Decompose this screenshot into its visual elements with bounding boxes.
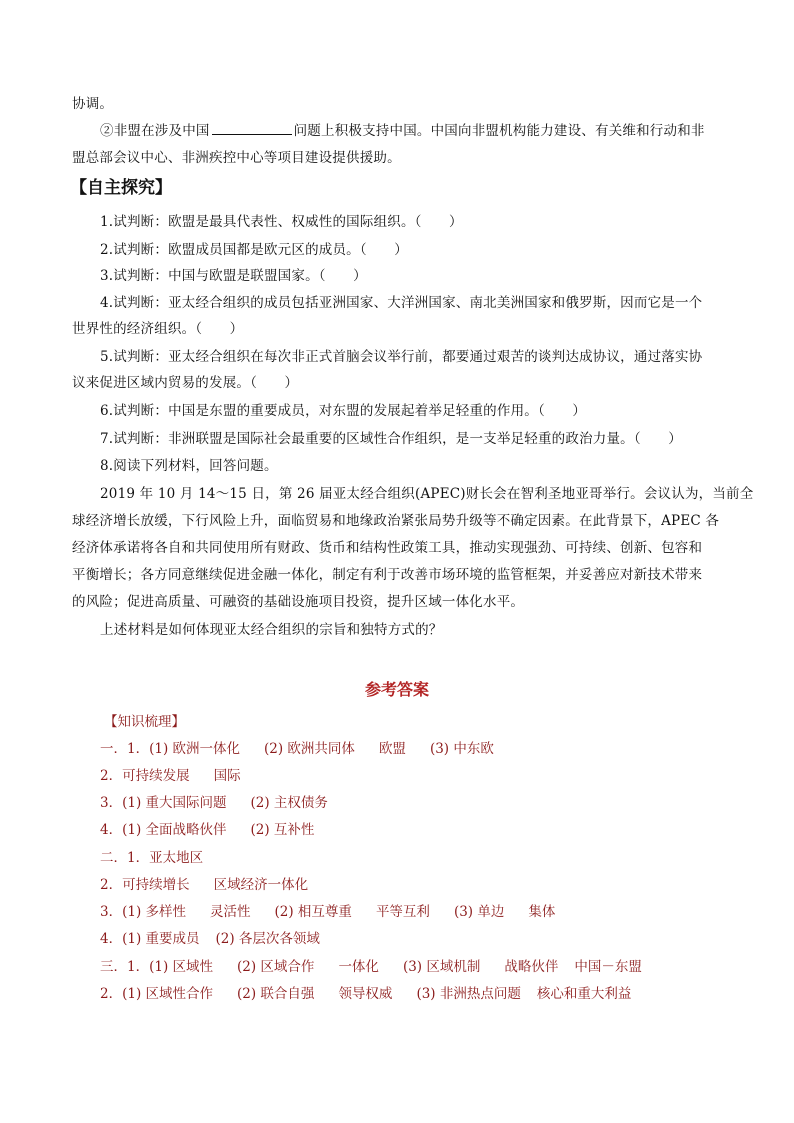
question-6: 6.试判断：中国是东盟的重要成员，对东盟的发展起着举足轻重的作用。（ ） <box>100 403 587 419</box>
answer-item: 3．(1) 多样性 <box>100 904 187 920</box>
answer-line <box>100 957 642 977</box>
material-question: 上述材料是如何体现亚太经合组织的宗旨和独特方式的？ <box>100 622 443 638</box>
question-8: 8.阅读下列材料，回答问题。 <box>100 458 278 474</box>
answer-line <box>100 766 241 786</box>
answer-item: 欧盟 <box>378 741 406 757</box>
text-line <box>100 120 705 141</box>
section-title: 【自主探究】 <box>70 178 172 198</box>
answer-item: 4．(1) 重要成员 <box>100 931 200 947</box>
answer-line <box>100 984 631 1004</box>
answer-item: 领导权威 <box>338 986 393 1002</box>
answer-line <box>100 739 494 759</box>
answer-item: (3) 中东欧 <box>429 741 494 757</box>
answers-title: 参考答案 <box>364 680 429 699</box>
answer-line <box>100 820 314 840</box>
answer-item: 集体 <box>528 904 556 920</box>
question-4-cont: 世界性的经济组织。（ ） <box>72 321 244 337</box>
text-fragment: ②非盟在涉及中国 <box>100 123 210 139</box>
answer-item: (2) 联合自强 <box>237 986 315 1002</box>
question-3: 3.试判断：中国与欧盟是联盟国家。（ ） <box>100 268 367 284</box>
material-line: 经济体承诺将各自和共同使用所有财政、货币和结构性政策工具，推动实现强劲、可持续、创新、包容和 <box>72 540 703 556</box>
question-5: 5.试判断：亚太经合组织在每次非正式首脑会议举行前，都要通过艰苦的谈判达成协议，通过落实协 <box>100 349 703 365</box>
material-line: 的风险；促进高质量、可融资的基础设施项目投资，提升区域一体化水平。 <box>72 594 525 610</box>
answer-item: 一体化 <box>338 959 379 975</box>
answer-item: (3) 单边 <box>453 904 505 920</box>
text-fragment: 问题上积极支持中国。中国向非盟机构能力建设、有关维和行动和非 <box>293 123 705 139</box>
answer-item: 一．1．(1) 欧洲一体化 <box>100 741 241 757</box>
material-line: 球经济增长放缓，下行风险上升，面临贸易和地缘政治紧张局势升级等不确定因素。在此背景下，APEC 各 <box>72 513 720 529</box>
answer-item: (2) 区域合作 <box>237 959 315 975</box>
answer-item: 战略伙伴 <box>504 959 559 975</box>
answer-item: 平等互利 <box>375 904 430 920</box>
answer-item: (3) 非洲热点问题 <box>416 986 521 1002</box>
answer-item: 3．(1) 重大国际问题 <box>100 795 227 811</box>
answer-line <box>100 875 308 895</box>
answer-item: 中国－东盟 <box>574 959 642 975</box>
answer-line <box>100 929 320 949</box>
answer-item: 2．可持续发展 <box>100 768 190 784</box>
material-line: 2019 年 10 月 14～15 日，第 26 届亚太经合组织(APEC)财长会在智利圣地亚哥举行。会议认为，当前全 <box>100 486 754 502</box>
answer-item: 2．可持续增长 <box>100 877 190 893</box>
answer-item: 三．1．(1) 区域性 <box>100 959 214 975</box>
answer-item: 二．1．亚太地区 <box>100 850 204 866</box>
answer-line <box>100 793 328 813</box>
question-1: 1.试判断：欧盟是最具代表性、权威性的国际组织。（ ） <box>100 214 463 230</box>
answer-item: (2) 欧洲共同体 <box>264 741 355 757</box>
answer-item: (3) 区域机制 <box>402 959 481 975</box>
answer-item: 国际 <box>213 768 241 784</box>
answer-item: 2．(1) 区域性合作 <box>100 986 214 1002</box>
answer-item: 4．(1) 全面战略伙伴 <box>100 822 227 838</box>
answers-section-head: 【知识梳理】 <box>104 714 185 730</box>
answer-item: (2) 主权债务 <box>250 795 328 811</box>
text-line: 协调。 <box>72 96 114 112</box>
question-4: 4.试判断：亚太经合组织的成员包括亚洲国家、大洋洲国家、南北美洲国家和俄罗斯，因而它是一个 <box>100 295 703 311</box>
answer-line <box>100 848 203 868</box>
fill-blank[interactable] <box>212 120 292 135</box>
answer-item: 灵活性 <box>210 904 251 920</box>
answer-item: 区域经济一体化 <box>213 877 309 893</box>
question-2: 2.试判断：欧盟成员国都是欧元区的成员。（ ） <box>100 242 408 258</box>
text-line: 盟总部会议中心、非洲疾控中心等项目建设提供援助。 <box>72 150 401 166</box>
answer-item: (2) 互补性 <box>250 822 315 838</box>
answer-item: (2) 相互尊重 <box>274 904 352 920</box>
question-7: 7.试判断：非洲联盟是国际社会最重要的区域性合作组织，是一支举足轻重的政治力量。（ ） <box>100 431 682 447</box>
question-5-cont: 议来促进区域内贸易的发展。（ ） <box>72 375 299 391</box>
answer-item: 核心和重大利益 <box>536 986 632 1002</box>
answer-line <box>100 902 555 922</box>
material-line: 平衡增长；各方同意继续促进金融一体化，制定有利于改善市场环境的监管框架，并妥善应对新技术带来 <box>72 567 703 583</box>
answer-item: (2) 各层次各领域 <box>215 931 320 947</box>
